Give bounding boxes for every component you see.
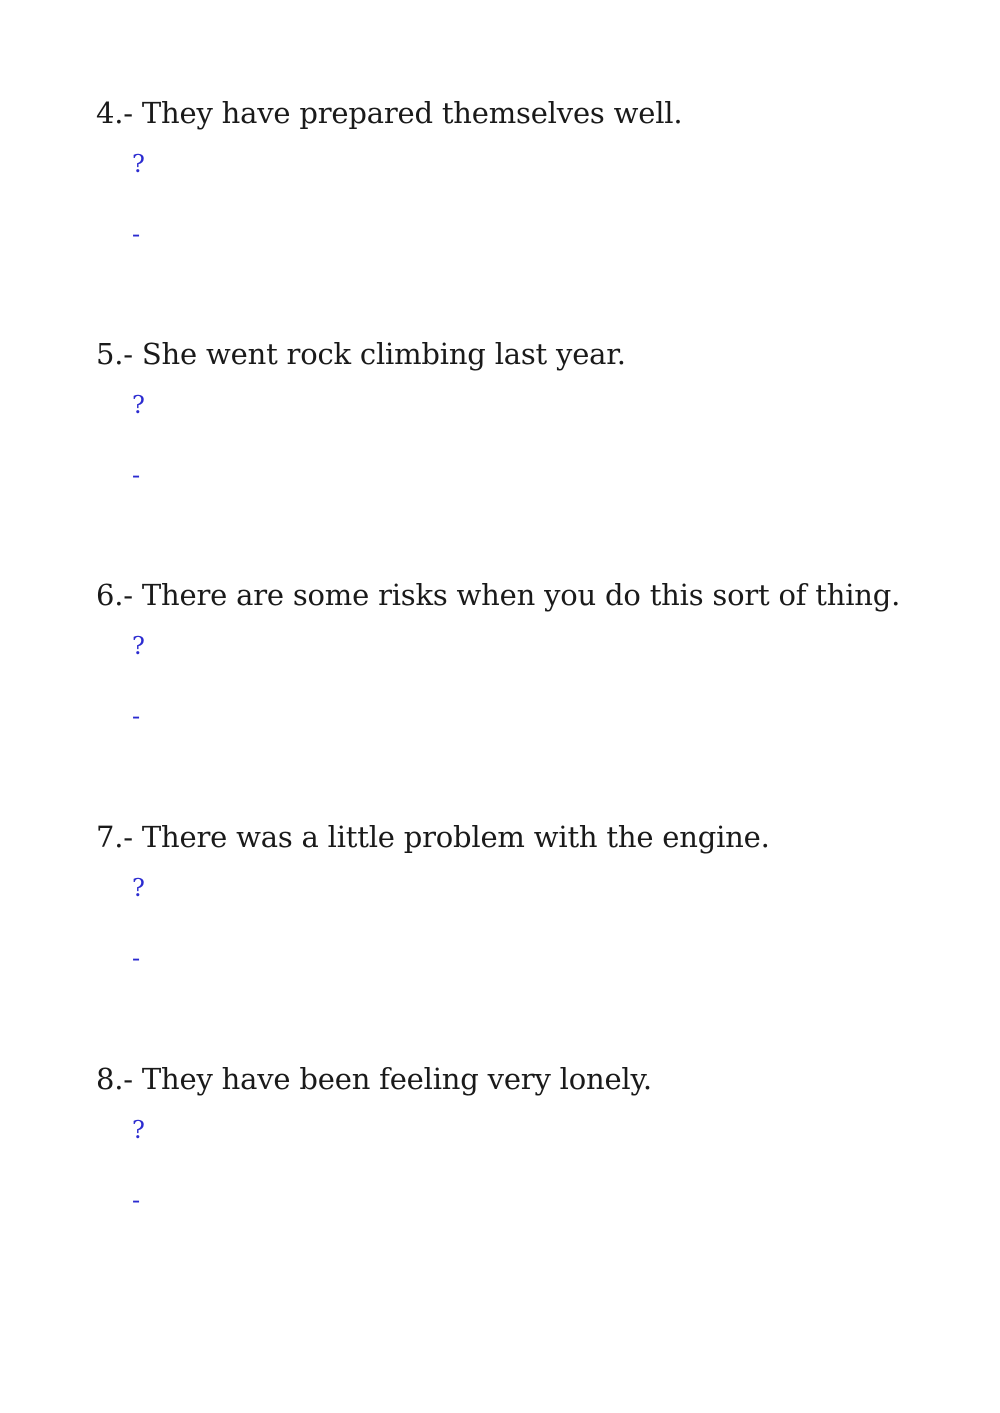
question-form-input[interactable]: [132, 629, 852, 663]
negative-form-input[interactable]: [132, 217, 852, 251]
question-prompt: 7.- There was a little problem with the engine.: [96, 820, 770, 854]
negative-form-input[interactable]: [132, 941, 852, 975]
question-form-input[interactable]: [132, 388, 852, 422]
question-prompt: 8.- They have been feeling very lonely.: [96, 1062, 652, 1096]
question-form-input[interactable]: [132, 871, 852, 905]
question-form-input[interactable]: [132, 1113, 852, 1147]
negative-form-input[interactable]: [132, 699, 852, 733]
negative-form-input[interactable]: [132, 1183, 852, 1217]
question-prompt: 4.- They have prepared themselves well.: [96, 96, 683, 130]
question-prompt: 5.- She went rock climbing last year.: [96, 337, 626, 371]
negative-form-input[interactable]: [132, 458, 852, 492]
question-prompt: 6.- There are some risks when you do this sort of thing.: [96, 578, 901, 612]
question-form-input[interactable]: [132, 147, 852, 181]
